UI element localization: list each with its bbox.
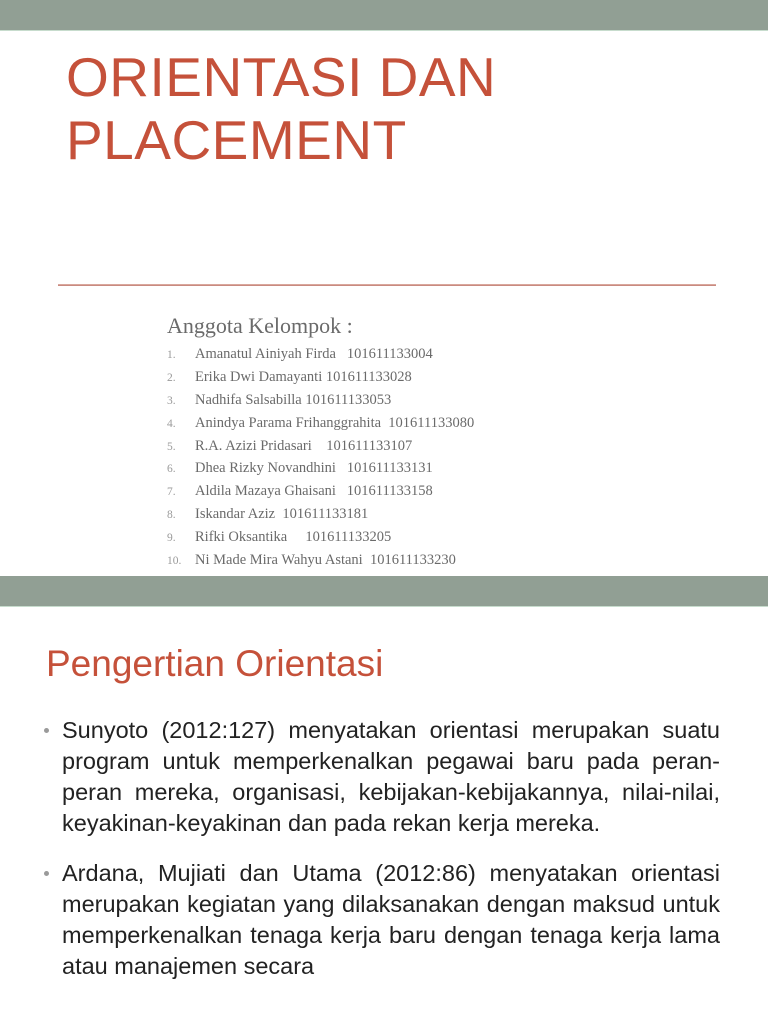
member-number: 4. xyxy=(167,417,176,430)
member-number: 7. xyxy=(167,486,176,499)
member-text: Erika Dwi Damayanti 101611133028 xyxy=(195,368,412,385)
member-number: 10. xyxy=(167,555,182,568)
member-item xyxy=(167,526,474,549)
section-title: Pengertian Orientasi xyxy=(46,643,384,684)
member-item xyxy=(167,412,474,435)
bullet-dot-icon xyxy=(44,871,49,876)
member-item xyxy=(167,457,474,480)
member-item xyxy=(167,343,474,366)
member-item xyxy=(167,549,474,572)
member-text: Ni Made Mira Wahyu Astani 101611133230 xyxy=(195,552,456,569)
member-item xyxy=(167,435,474,458)
slide-top-band xyxy=(0,0,768,31)
bullet-item xyxy=(44,858,720,982)
members-list xyxy=(167,343,474,572)
member-number: 9. xyxy=(167,532,176,545)
member-item xyxy=(167,480,474,503)
definition-bullets xyxy=(44,715,720,1001)
member-text: Aldila Mazaya Ghaisani 101611133158 xyxy=(195,483,433,500)
bullet-text: Ardana, Mujiati dan Utama (2012:86) menyatakan orientasi merupakan kegiatan yang dilaksanakan dengan maksud untuk memperkenalkan tenaga kerja baru dengan tenaga kerja lama atau manajemen secara xyxy=(62,860,720,979)
members-heading: Anggota Kelompok : xyxy=(167,313,353,338)
member-text: R.A. Azizi Pridasari 101611133107 xyxy=(195,437,413,454)
member-number: 3. xyxy=(167,394,176,407)
member-number: 6. xyxy=(167,463,176,476)
member-item xyxy=(167,389,474,412)
bullet-item xyxy=(44,715,720,839)
member-text: Nadhifa Salsabilla 101611133053 xyxy=(195,391,392,408)
member-number: 2. xyxy=(167,371,176,384)
member-text: Rifki Oksantika 101611133205 xyxy=(195,529,392,546)
member-number: 8. xyxy=(167,509,176,522)
bullet-dot-icon xyxy=(44,728,49,733)
member-text: Dhea Rizky Novandhini 101611133131 xyxy=(195,460,433,477)
member-item xyxy=(167,366,474,389)
bullet-text: Sunyoto (2012:127) menyatakan orientasi merupakan suatu program untuk memperkenalkan pegawai baru pada peran-peran mereka, organisasi, kebijakan-kebijakannya, nilai-nilai, keyakinan-keyakinan dan pada rekan kerja mereka. xyxy=(62,717,720,836)
member-number: 5. xyxy=(167,440,176,453)
slide-title: ORIENTASI DAN PLACEMENT xyxy=(66,46,497,171)
slide-separator-band xyxy=(0,576,768,607)
member-text: Iskandar Aziz 101611133181 xyxy=(195,506,369,523)
member-number: 1. xyxy=(167,349,176,361)
member-item xyxy=(167,503,474,526)
member-text: Amanatul Ainiyah Firda 101611133004 xyxy=(195,346,433,362)
title-divider xyxy=(58,284,716,286)
member-text: Anindya Parama Frihanggrahita 101611133080 xyxy=(195,414,475,431)
